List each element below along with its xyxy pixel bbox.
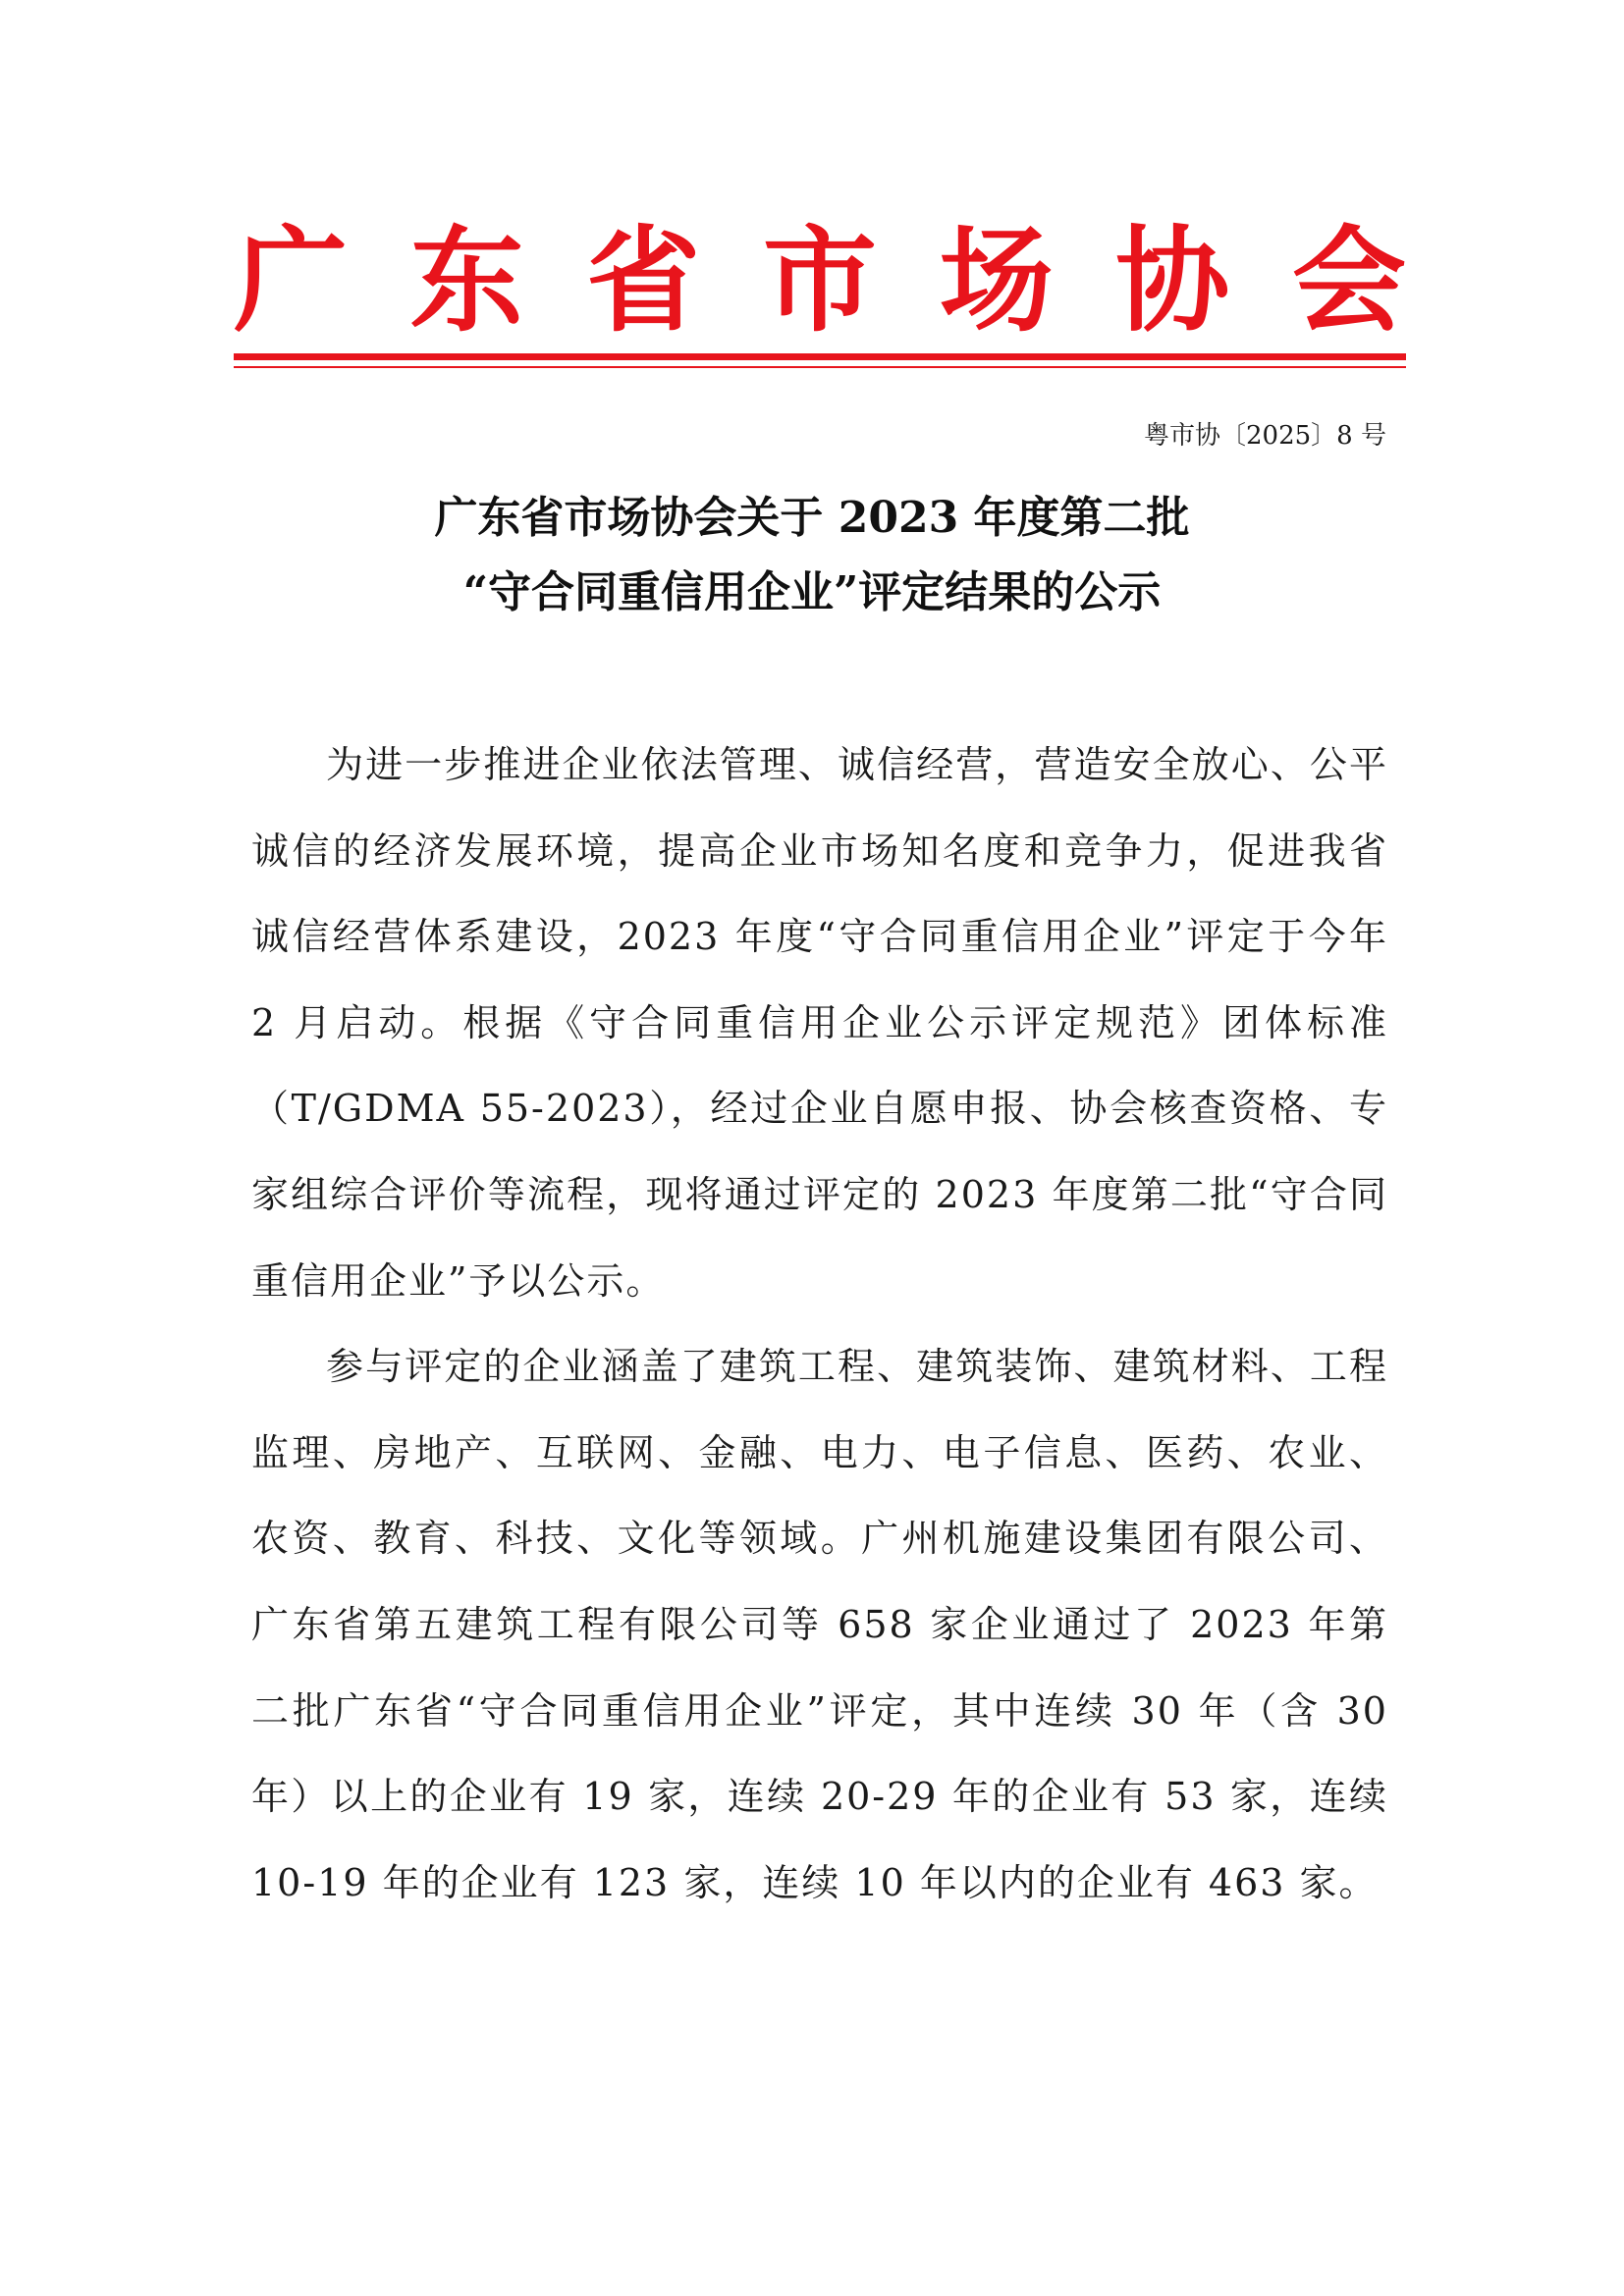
letterhead-divider-thin bbox=[234, 366, 1406, 368]
document-title-line: 广东省市场协会关于 2023 年度第二批 bbox=[434, 493, 1190, 543]
document-number: 粤市协〔2025〕8 号 bbox=[1144, 421, 1386, 451]
letterhead-char: 场 bbox=[939, 215, 1054, 347]
letterhead-char: 省 bbox=[586, 215, 701, 347]
body-paragraph: 参与评定的企业涵盖了建筑工程、建筑装饰、建筑材料、工程监理、房地产、互联网、金融、电力、电子信息、医药、农业、农资、教育、科技、文化等领域。广州机施建设集团有限公司、广东省第五建筑工程有限公司等 658 家企业通过了 2023 年第二批广东省“守合同重信用企业”评定，其中连续 30 年（含 30 年）以上的企业有 19 家，连续 20-29 年的企业有 53 家，连续 10-19 年的企业有 123 家，连续 10 年以内的企业有 463 家。 bbox=[251, 1345, 1388, 1904]
letterhead-organization-name bbox=[234, 215, 1406, 347]
letterhead-divider-thick bbox=[234, 353, 1406, 360]
document-title bbox=[0, 481, 1624, 630]
letterhead-char: 市 bbox=[762, 215, 877, 347]
letterhead-char: 东 bbox=[409, 215, 524, 347]
letterhead-char: 会 bbox=[1291, 215, 1406, 347]
document-body bbox=[251, 722, 1388, 1926]
letterhead-char: 协 bbox=[1115, 215, 1230, 347]
body-paragraph: 为进一步推进企业依法管理、诚信经营，营造安全放心、公平诚信的经济发展环境，提高企业市场知名度和竞争力，促进我省诚信经营体系建设，2023 年度“守合同重信用企业”评定于今年 2 月启动。根据《守合同重信用企业公示评定规范》团体标准（T/GDMA 55-2023），经过企业自愿申报、协会核查资格、专家组综合评价等流程，现将通过评定的 2023 年度第二批“守合同重信用企业”予以公示。 bbox=[251, 743, 1388, 1303]
document-title-line: “守合同重信用企业”评定结果的公示 bbox=[462, 567, 1162, 617]
letterhead-char: 广 bbox=[234, 215, 348, 347]
